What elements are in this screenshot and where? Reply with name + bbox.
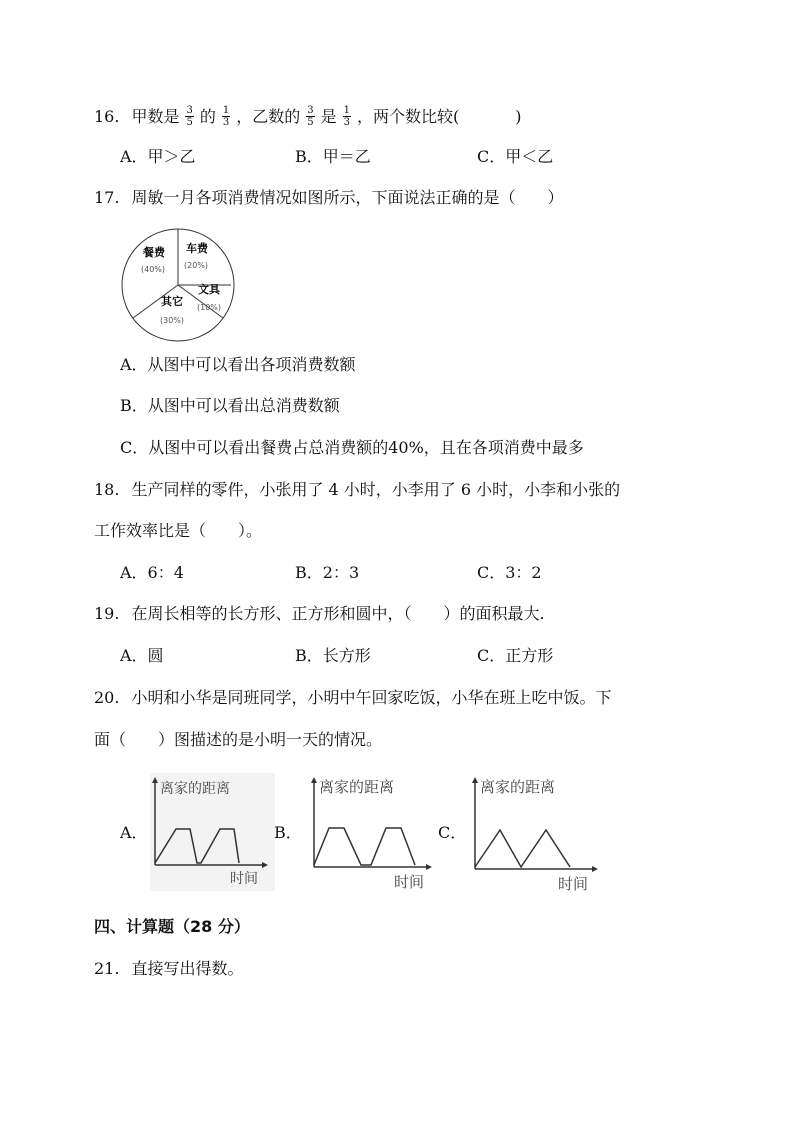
graph-b-line [314, 828, 415, 865]
fraction-numerator: 1 [222, 105, 230, 116]
y-axis-arrow [152, 777, 158, 783]
q19-stem [94, 603, 545, 625]
graph-a-xlabel: 时间 [230, 871, 258, 887]
q20-stem-line2 [94, 729, 382, 751]
q19-number: 19. [94, 604, 120, 623]
fraction-numerator: 3 [186, 105, 193, 116]
q16-text-5: ，两个数比较( [357, 106, 460, 126]
q18-stem-line2 [94, 520, 262, 542]
q16-number: 16. [94, 106, 120, 126]
fraction-denominator: 5 [186, 117, 193, 128]
q17-stem [94, 187, 563, 209]
graph-a-line [155, 829, 239, 863]
q16-fraction-2 [222, 105, 230, 128]
fraction-denominator: 5 [307, 117, 314, 128]
graph-a-ylabel: 离家的距离 [160, 781, 230, 797]
pie-percent-food: (40%) [140, 265, 166, 274]
fraction-numerator: 3 [307, 105, 314, 116]
graph-c-xlabel: 时间 [558, 875, 589, 893]
graph-b-ylabel: 离家的距离 [319, 778, 395, 796]
q16-fraction-4 [343, 105, 351, 128]
q20-number: 20. [94, 688, 120, 707]
q20-text-line1: 小明和小华是同班同学，小明中午回家吃饭，小华在班上吃中饭。下 [131, 688, 612, 707]
q16-option-c[interactable]: C．甲＜乙 [477, 147, 554, 166]
pie-label-other: 其它 [161, 295, 183, 308]
q16-option-a[interactable]: A．甲＞乙 [120, 147, 196, 166]
pie-label-transport: 车费 [186, 242, 208, 255]
q16-close-paren: ) [515, 106, 522, 126]
q17-number: 17. [94, 188, 120, 207]
q16-text-4: 是 [320, 106, 337, 126]
q20-graph-a[interactable] [150, 773, 275, 891]
q19-option-a[interactable]: A．圆 [120, 646, 164, 665]
pie-percent-other: (30%) [159, 316, 185, 325]
q18-stem-line1 [94, 479, 620, 501]
pie-percent-stationery: (10%) [196, 303, 222, 312]
q17-option-c[interactable]: C．从图中可以看出餐费占总消费额的40%，且在各项消费中最多 [120, 438, 584, 457]
x-axis-arrow [592, 866, 598, 872]
q21-text: 直接写出得数。 [131, 959, 244, 978]
fraction-numerator: 1 [343, 105, 351, 116]
q18-option-a[interactable]: A．6：4 [120, 563, 184, 582]
x-axis-arrow [262, 862, 268, 868]
q17-pie-chart [119, 226, 239, 346]
graph-c-ylabel: 离家的距离 [480, 778, 556, 796]
q17-option-a[interactable]: A．从图中可以看出各项消费数额 [120, 355, 356, 374]
q18-option-b[interactable]: B．2：3 [295, 563, 360, 582]
fraction-denominator: 3 [222, 117, 230, 128]
q18-text-line1: 生产同样的零件，小张用了 4 小时，小李用了 6 小时，小李和小张的 [131, 480, 621, 499]
q16-fraction-1 [185, 105, 193, 128]
graph-c-line [475, 830, 570, 867]
fraction-denominator: 3 [343, 117, 351, 128]
q19-option-b[interactable]: B．长方形 [295, 646, 371, 665]
section4-title: 四、计算题（28 分） [94, 917, 250, 936]
graph-b-xlabel: 时间 [394, 873, 425, 891]
q16-option-b[interactable]: B．甲＝乙 [295, 147, 371, 166]
y-axis-arrow [311, 777, 317, 783]
y-axis-arrow [472, 777, 478, 783]
x-axis-arrow [426, 864, 432, 870]
q16-stem [94, 105, 522, 128]
pie-label-food: 餐费 [143, 246, 165, 259]
pie-percent-transport: (20%) [183, 261, 209, 270]
q20-graph-c[interactable] [468, 773, 603, 893]
q16-text-3: ，乙数的 [236, 106, 301, 126]
q21-stem [94, 958, 243, 980]
q18-text-line2: 工作效率比是（ ）。 [94, 521, 263, 540]
q18-number: 18. [94, 480, 120, 499]
q20-graph-b[interactable] [307, 773, 437, 891]
q20-stem-line1 [94, 687, 611, 709]
q20-option-b-label[interactable]: B． [274, 823, 302, 842]
pie-label-stationery: 文具 [198, 283, 220, 296]
q21-number: 21. [94, 959, 120, 978]
q16-text-1: 甲数是 [131, 106, 180, 126]
q20-text-line2: 面（ ）图描述的是小明一天的情况。 [94, 730, 383, 749]
q20-option-a-label[interactable]: A． [120, 823, 148, 842]
q17-option-b[interactable]: B．从图中可以看出总消费数额 [120, 396, 340, 415]
q17-text: 周敏一月各项消费情况如图所示，下面说法正确的是（ ） [131, 188, 564, 207]
q19-text: 在周长相等的长方形、正方形和圆中，（ ）的面积最大. [131, 604, 545, 623]
q20-option-c-label[interactable]: C． [438, 823, 467, 842]
q16-text-2: 的 [199, 106, 216, 126]
q19-option-c[interactable]: C．正方形 [477, 646, 554, 665]
q18-option-c[interactable]: C．3：2 [477, 563, 542, 582]
q16-fraction-3 [306, 105, 314, 128]
